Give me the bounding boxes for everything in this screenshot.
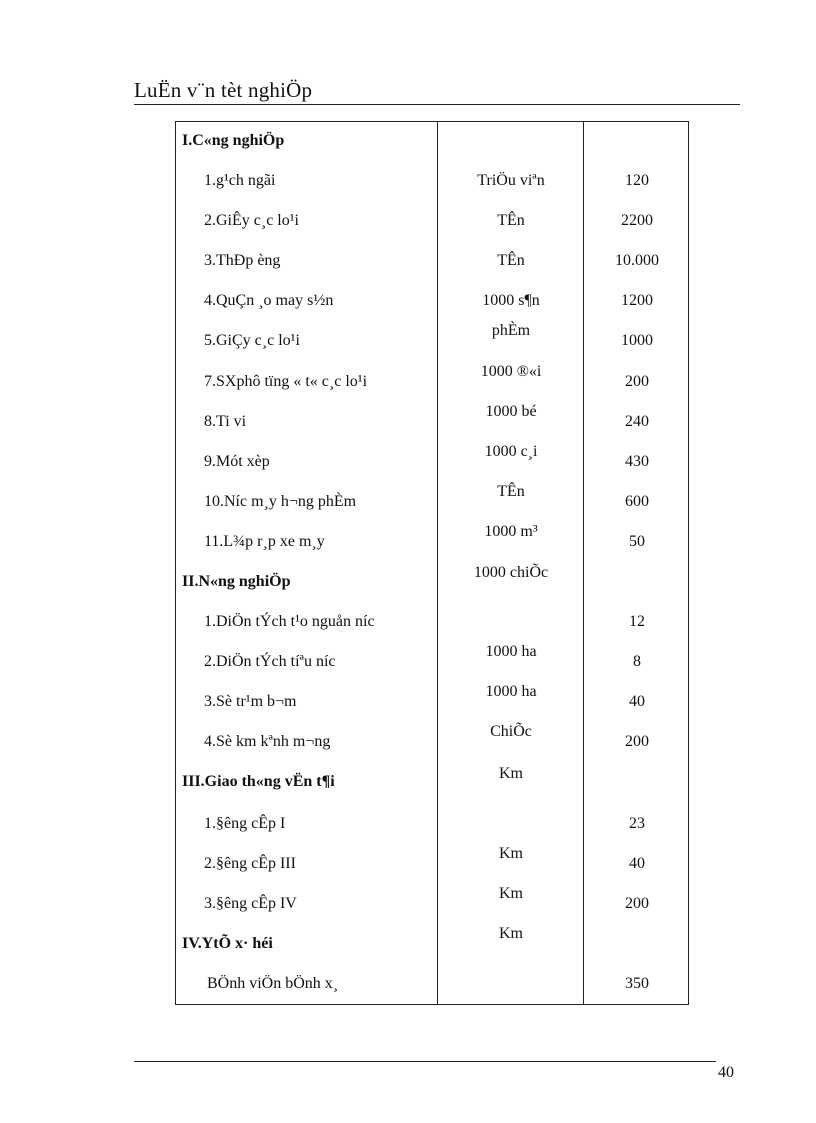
row-unit: TÊn: [497, 483, 525, 500]
row-label: 1.DiÖn tÝch t¹o nguån níc: [204, 613, 375, 630]
row-unit: Km: [499, 925, 523, 942]
row-value: 2200: [621, 212, 653, 229]
row-value: 40: [629, 693, 645, 710]
row-label: 4.Sè km kªnh m¬ng: [204, 733, 331, 750]
row-value: 350: [625, 975, 649, 992]
row-value: 200: [625, 895, 649, 912]
row-unit: 1000 ®«i: [480, 363, 542, 380]
row-unit: TÊn: [497, 252, 525, 269]
row-unit: 1000 chiÕc: [473, 564, 549, 581]
row-unit: Km: [499, 845, 523, 862]
row-unit: 1000 c¸i: [484, 443, 538, 460]
row-label: 4.QuÇn ¸o may s½n: [204, 292, 334, 309]
row-value: 200: [625, 373, 649, 390]
row-unit: Km: [499, 765, 523, 782]
row-label: 3.§êng cÊp IV: [204, 895, 297, 912]
row-label: 2.GiÊy c¸c lo¹i: [204, 212, 299, 229]
row-label: 1.g¹ch ngãi: [204, 172, 276, 189]
row-label: 1.§êng cÊp I: [204, 815, 286, 832]
row-value: 120: [625, 172, 649, 189]
section-heading: I.C«ng nghiÖp: [182, 132, 285, 149]
row-label: 3.ThÐp èng: [204, 252, 281, 269]
row-value: 1200: [621, 292, 653, 309]
row-value: 40: [629, 855, 645, 872]
section-heading: II.N«ng nghiÖp: [182, 573, 291, 590]
row-unit: phÈm: [491, 322, 531, 339]
section-heading: III.Giao th«ng vËn t¶i: [182, 773, 335, 790]
row-label: 3.Sè tr¹m b¬m: [204, 693, 297, 710]
row-value: 8: [633, 653, 641, 670]
row-value: 200: [625, 733, 649, 750]
row-label: 9.Mót xèp: [204, 453, 270, 470]
page-number: 40: [718, 1064, 734, 1081]
row-label: 8.Ti vi: [204, 413, 247, 430]
row-unit: TriÖu viªn: [477, 172, 545, 189]
row-unit: ChiÕc: [490, 723, 532, 740]
row-label: 5.GiÇy c¸c lo¹i: [204, 332, 300, 349]
page-header-title: LuËn v¨n tèt nghiÖp: [134, 78, 313, 102]
row-label: 10.Níc m¸y h¬ng phÈm: [204, 493, 357, 510]
row-value: 600: [625, 493, 649, 510]
row-value: 1000: [621, 332, 653, 349]
row-unit: 1000 ha: [485, 643, 537, 660]
row-value: 430: [625, 453, 649, 470]
row-unit: TÊn: [497, 212, 525, 229]
row-unit: 1000 bé: [485, 403, 537, 420]
statistics-table: [175, 121, 689, 1005]
row-value: 12: [629, 613, 645, 630]
row-label: 2.§êng cÊp III: [204, 855, 296, 872]
row-unit: 1000 ha: [485, 683, 537, 700]
row-label: 2.DiÖn tÝch tíªu níc: [204, 653, 336, 670]
row-value: 23: [629, 815, 645, 832]
row-label: BÖnh viÖn bÖnh x¸: [207, 975, 339, 992]
row-label: 11.L¾p r¸p xe m¸y: [204, 533, 325, 550]
row-value: 50: [629, 533, 645, 550]
row-value: 240: [625, 413, 649, 430]
row-label: 7.SXphô tïng « t« c¸c lo¹i: [204, 373, 368, 390]
footer-divider: [134, 1061, 716, 1062]
section-heading: IV.YtÕ x· héi: [182, 935, 273, 952]
row-value: 10.000: [615, 252, 659, 269]
row-unit: 1000 s¶n: [482, 292, 540, 309]
row-unit: Km: [499, 885, 523, 902]
header-divider: [134, 104, 740, 105]
row-unit: 1000 m³: [484, 523, 538, 540]
